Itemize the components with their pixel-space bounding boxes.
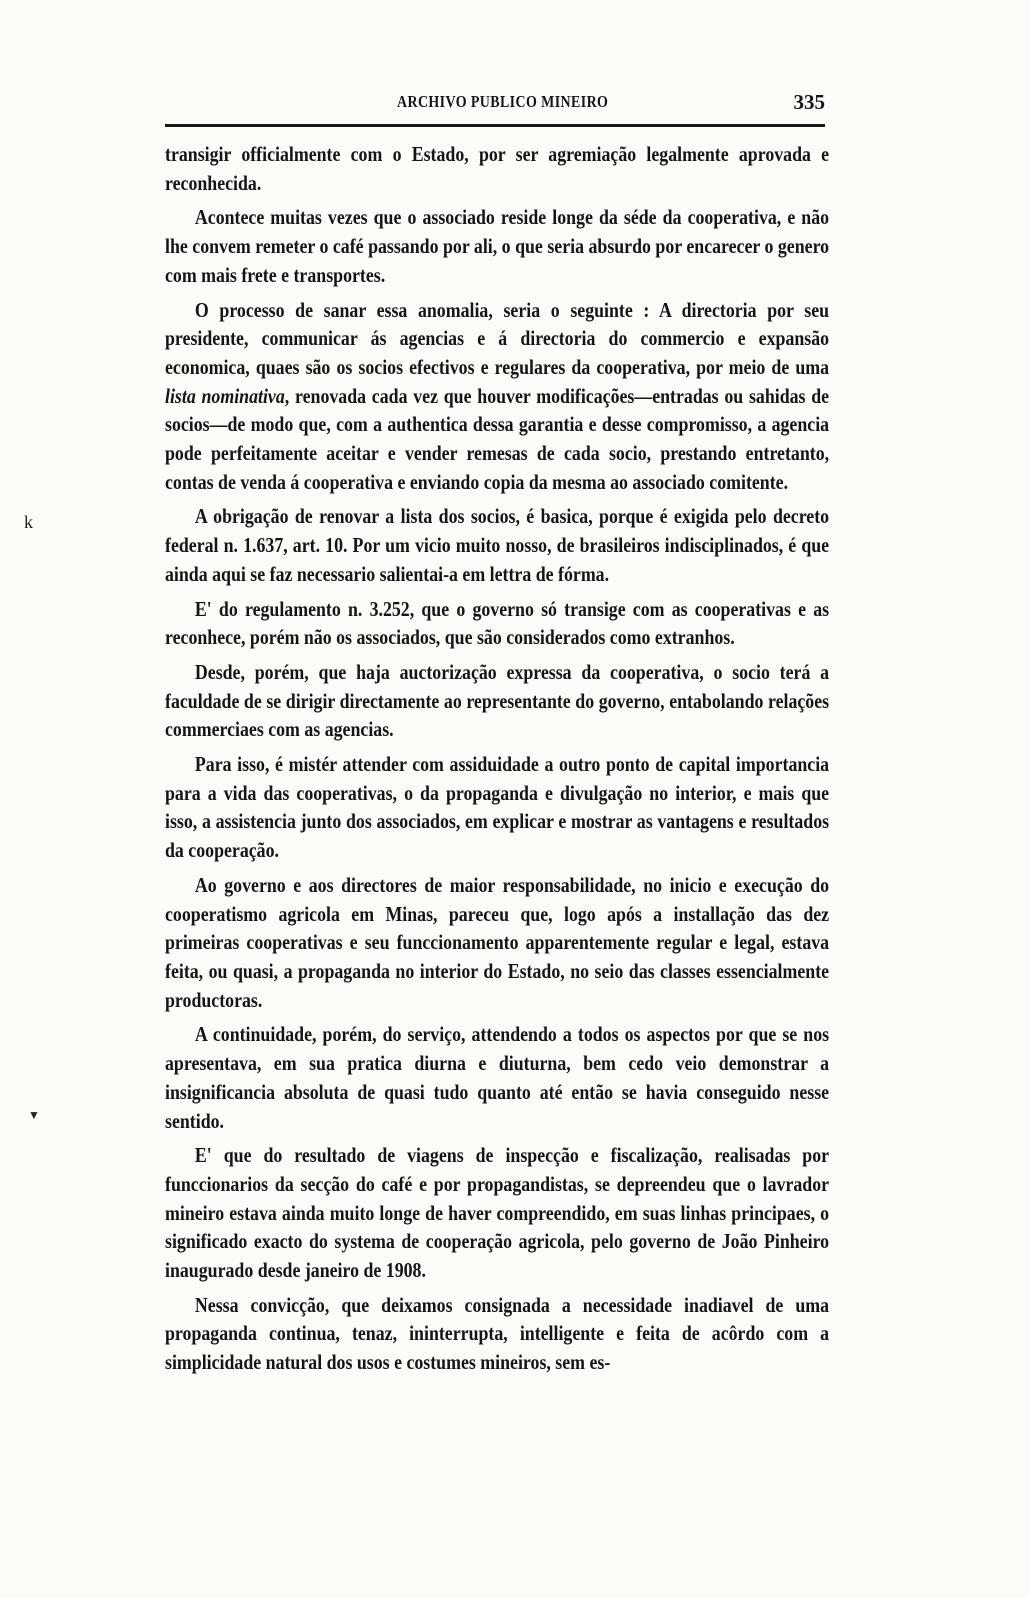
paragraph: E' do regulamento n. 3.252, que o governo só transige com as cooperativas e as reconhece, porém não os associados, que são considerados como extranhos.: [165, 596, 830, 650]
paragraph: E' que do resultado de viagens de inspecção e fiscalização, realisadas por funccionarios da secção do café e por propagandistas, se depreendeu que o lavrador mineiro estava ainda muito longe de haver compreendido, em suas linhas principaes, o significado exacto do systema de cooperação agricola, pelo governo de João Pinheiro inaugurado desde janeiro de 1908.: [165, 1143, 830, 1283]
paragraph: Ao governo e aos directores de maior responsabilidade, no inicio e execução do cooperatismo agricola em Minas, pareceu que, logo após a installação das dez primeiras cooperativas e seu funccionamento apparentemente regular e legal, estava feita, ou quasi, a propaganda no interior do Estado, no seio das classes essencialmente productoras.: [165, 872, 830, 1012]
paragraph: A continuidade, porém, do serviço, attendendo a todos os aspectos por que se nos apresentava, em sua pratica diurna e diuturna, bem cedo veio demonstrar a insignificancia absoluta de quasi tudo quanto até então se havia conseguido nesse sentido.: [165, 1022, 830, 1133]
paragraph: Nessa convicção, que deixamos consignada a necessidade inadiavel de uma propaganda continua, tenaz, ininterrupta, intelligente e feita de acôrdo com a simplicidade natural dos usos e costumes mineiros, sem es-: [165, 1292, 830, 1375]
paragraph-text: O processo de sanar essa anomalia, seria o seguinte : A directoria por seu presidente, communicar ás agencias e á directoria do commercio e expansão economica, quaes são os socios efectivos e regulares da cooperativa, por meio de uma: [165, 297, 830, 379]
paragraph: Para isso, é mistér attender com assiduidade a outro ponto de capital importancia para a vida das cooperativas, o da propaganda e divulgação no interior, e mais que isso, a assistencia junto dos associados, em explicar e mostrar as vantagens e resultados da cooperação.: [165, 752, 830, 863]
journal-title: ARCHIVO PUBLICO MINEIRO: [397, 92, 609, 111]
margin-mark: ▼: [28, 1108, 40, 1122]
paragraph: [165, 296, 829, 497]
page-number: 335: [793, 90, 825, 114]
paragraph: Acontece muitas vezes que o associado reside longe da séde da cooperativa, e não lhe convem remeter o café passando por ali, o que seria absurdo por encarecer o genero com mais frete e transportes.: [165, 205, 830, 287]
body-text: [165, 140, 829, 1383]
paragraph: transigir officialmente com o Estado, por ser agremiação legalmente aprovada e reconhecida.: [165, 142, 830, 195]
header-rule: [165, 124, 825, 127]
paragraph-text: , renovada cada vez que houver modificações—entradas ou sahidas de socios—de modo que, com a authentica dessa garantia e desse compromisso, a agencia pode perfeitamente aceitar e vender remesas de cada socio, prestando entretanto, contas de venda á cooperativa e enviando copia da mesma ao associado comitente.: [165, 383, 830, 494]
italic-term: lista nominativa: [165, 383, 285, 408]
margin-mark: k: [24, 512, 33, 532]
paragraph: A obrigação de renovar a lista dos socios, é basica, porque é exigida pelo decreto federal n. 1.637, art. 10. Por um vicio muito nosso, de brasileiros indisciplinados, é que ainda aqui se faz necessario salientai-a em lettra de fórma.: [165, 504, 830, 586]
paragraph: Desde, porém, que haja auctorização expressa da cooperativa, o socio terá a faculdade de se dirigir directamente ao representante do governo, entabolando relações commerciaes com as agencias.: [165, 659, 830, 742]
running-header: [165, 86, 835, 120]
